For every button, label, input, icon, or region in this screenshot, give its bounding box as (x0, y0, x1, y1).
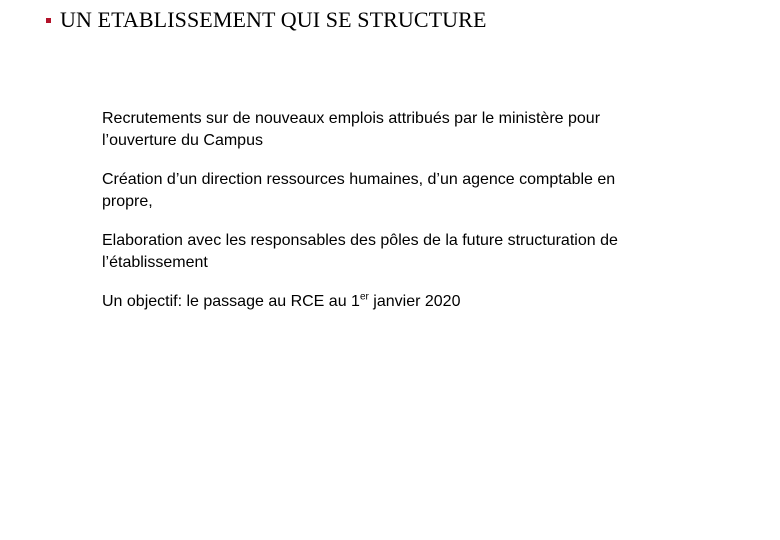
paragraph-creation (102, 169, 702, 213)
paragraph-line: l’établissement (102, 254, 208, 271)
objective-superscript: er (359, 291, 369, 303)
objective-prefix: Un objectif: le passage au RCE au 1 (102, 293, 360, 310)
paragraph-recrutements (102, 108, 702, 152)
paragraph-objectif (102, 291, 702, 313)
paragraph-line: Création d’un direction ressources humaines, d’un agence comptable en (102, 171, 616, 188)
title-row (46, 6, 486, 34)
paragraph-line: propre, (102, 193, 153, 210)
paragraph-line: l’ouverture du Campus (102, 132, 263, 149)
paragraph-line: Recrutements sur de nouveaux emplois attribués par le ministère pour (102, 110, 601, 127)
paragraph-line: Elaboration avec les responsables des pôles de la future structuration de (102, 232, 618, 249)
square-bullet-icon (46, 18, 51, 23)
slide-content (102, 108, 702, 330)
objective-suffix: janvier 2020 (368, 293, 461, 310)
paragraph-elaboration (102, 230, 702, 274)
slide-title: UN ETABLISSEMENT QUI SE STRUCTURE (60, 7, 487, 32)
